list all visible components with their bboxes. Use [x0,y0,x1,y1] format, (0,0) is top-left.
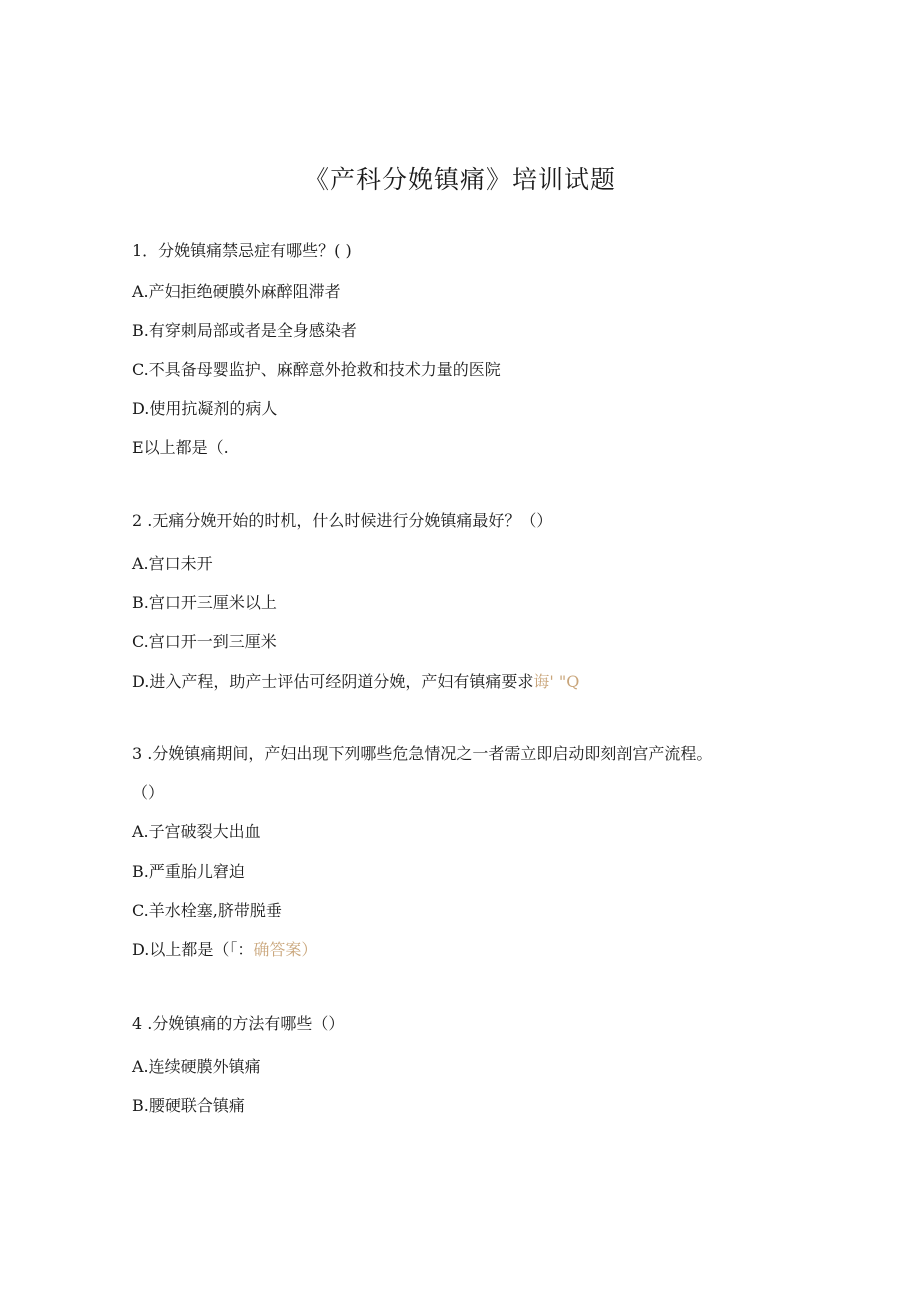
question-1-option-a: A.产妇拒绝硬膜外麻醉阻滞者 [132,282,341,301]
question-2-answer-mark: 诲' "Q [533,672,580,691]
question-3-option-d [132,939,317,961]
question-2-option-a: A.宫口未开 [132,554,213,573]
question-2-stem: 2 .无痛分娩开始的时机，什么时候进行分娩镇痛最好？（） [132,511,553,530]
question-1-stem: 1．分娩镇痛禁忌症有哪些？( ) [132,241,352,260]
question-4-option-b: B.腰硬联合镇痛 [132,1096,245,1115]
question-4-stem: 4 .分娩镇痛的方法有哪些（） [132,1014,345,1033]
question-1-option-b: B.有穿刺局部或者是全身感染者 [132,321,357,340]
question-3-option-a: A.子宫破裂大出血 [132,822,261,841]
question-2-option-c: C.宫口开一到三厘米 [132,632,277,651]
question-3-stem-bracket: （） [132,783,165,802]
question-1-option-e: E以上都是（. [132,438,229,457]
question-1-option-d: D.使用抗凝剂的病人 [132,399,278,418]
page-title: 《产科分娩镇痛》培训试题 [303,165,616,194]
question-2-option-d [132,671,579,693]
question-3-stem: 3 .分娩镇痛期间，产妇出现下列哪些危急情况之一者需立即启动即刻剖宫产流程。 [132,744,713,763]
question-3-option-c: C.羊水栓塞,脐带脱垂 [132,901,282,920]
question-3-option-b: B.严重胎儿窘迫 [132,862,245,881]
question-3-answer-mark: 确答案） [253,940,318,959]
question-2-option-b: B.宫口开三厘米以上 [132,593,277,612]
question-1-option-c: C.不具备母婴监护、麻醉意外抢救和技术力量的医院 [132,360,501,379]
question-4-option-a: A.连续硬膜外镇痛 [132,1057,261,1076]
question-3-option-d-text: D.以上都是（「： [132,940,254,959]
question-2-option-d-text: D.进入产程，助产士评估可经阴道分娩，产妇有镇痛要求 [132,672,534,691]
